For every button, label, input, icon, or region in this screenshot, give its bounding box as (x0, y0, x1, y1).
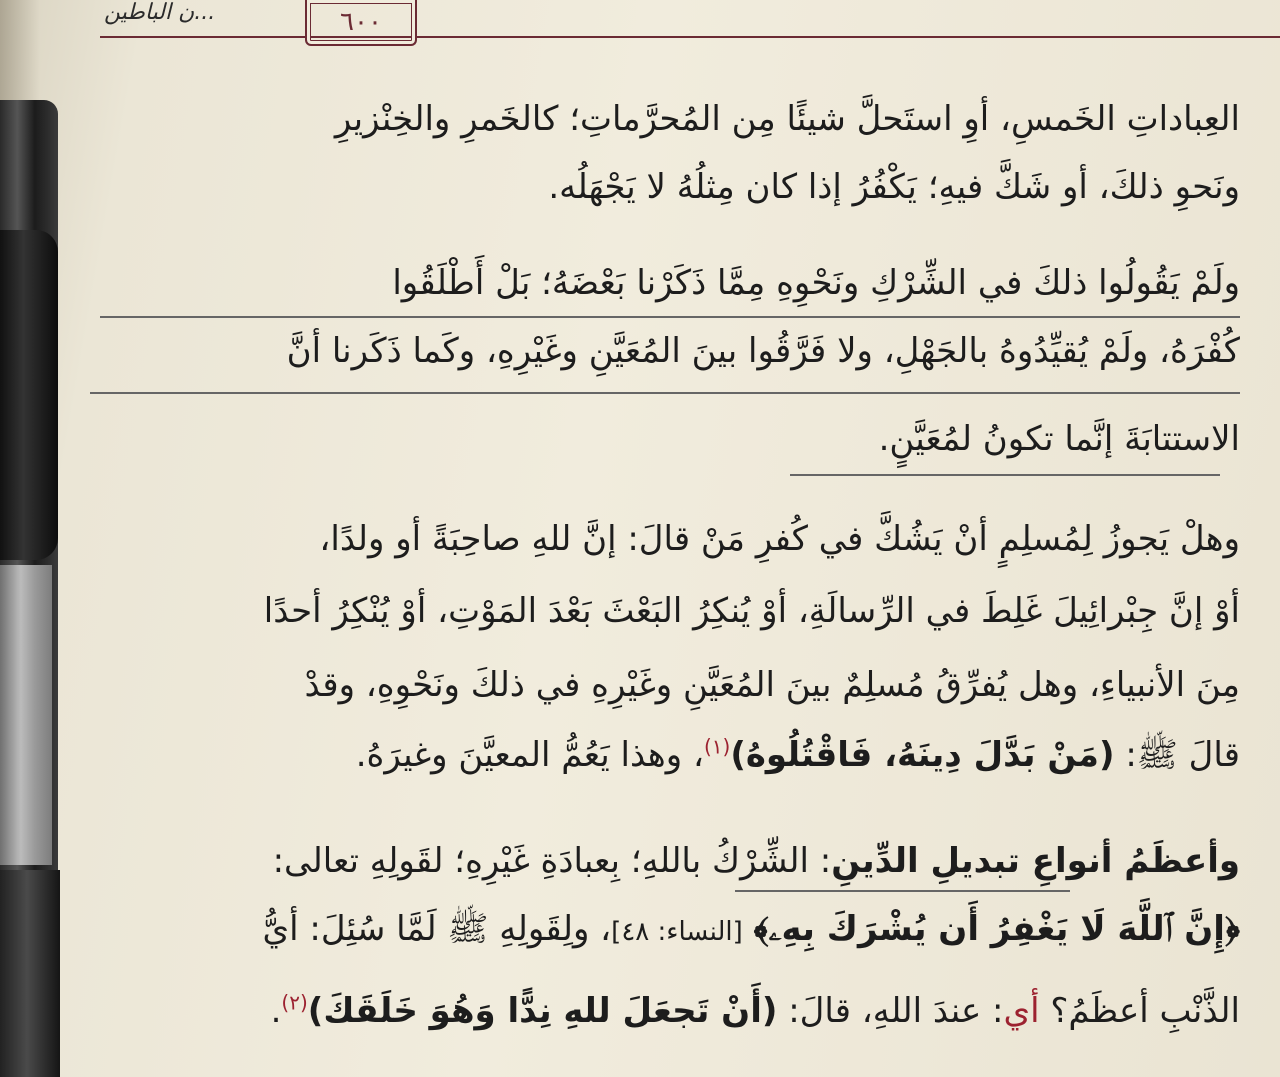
footnote-ref-1: (١) (703, 734, 731, 759)
verse-continuation: ، ولِقَولِهِ ﷺ لَمَّا سُئِلَ: أيُّ (262, 909, 612, 949)
paragraph-2-line-1: ولَمْ يَقُولُوا ذلكَ في الشِّرْكِ ونَحْوِهِ مِمَّا ذَكَرْنا بَعْضَهُ؛ بَلْ أَطْلَقُوا (392, 263, 1240, 303)
section-heading: وأعظَمُ أنواعِ تبديلِ الدِّينِ (831, 841, 1240, 881)
paragraph-2-line-2: كُفْرَهُ، ولَمْ يُقيِّدُوهُ بالجَهْلِ، ولا فَرَّقُوا بينَ المُعَيَّنِ وغَيْرِهِ، وكَما ذَكَرنا أنَّ (286, 331, 1240, 371)
paragraph-4-line-3 (271, 990, 1240, 1033)
pen-clear-section (0, 565, 52, 865)
paragraph-4-line-2 (263, 908, 1240, 951)
paragraph-3-line-4 (356, 734, 1240, 777)
quote-outro: ، وهذا يَعُمُّ المعيَّنَ وغيرَهُ. (355, 735, 704, 775)
paragraph-3-line-2: أوْ إنَّ جِبْرائِيلَ غَلِطَ في الرِّسالَةِ، أوْ يُنكِرُ البَعْثَ بَعْدَ المَوْتِ، أوْ يُنْكِرُ أحدًا (263, 591, 1240, 631)
pen-tip (0, 870, 60, 1077)
header-rule (100, 36, 1280, 38)
hadith-quote: (مَنْ بَدَّلَ دِينَهُ، فَاقْتُلُوهُ) (730, 735, 1115, 775)
footnote-ref-2: (٢) (281, 990, 308, 1015)
paragraph-4-line-1 (273, 840, 1240, 883)
final-period: . (270, 991, 282, 1031)
page-number: ٦٠٠ (340, 7, 382, 37)
pen-grip (0, 230, 58, 560)
quran-verse: ﴿إِنَّ ٱللَّهَ لَا يَغْفِرُ أَن يُشْرَكَ بِهِۦ﴾ (753, 909, 1240, 949)
paragraph-3-line-3: مِنَ الأنبياءِ، وهل يُفرِّقُ مُسلِمٌ بينَ المُعَيَّنِ وغَيْرِهِ في ذلكَ ونَحْوِهِ، وقدْ (304, 665, 1240, 705)
pencil-underline (790, 474, 1220, 476)
running-header: ...ن الباطين (104, 0, 216, 25)
hadith-quote: (أَنْ تَجعَلَ للهِ نِدًّا وَهُوَ خَلَقَكَ) (307, 991, 778, 1031)
pencil-underline (90, 392, 1240, 394)
paragraph-1-line-1: العِباداتِ الخَمسِ، أوِ استَحلَّ شيئًا مِن المُحرَّماتِ؛ كالخَمرِ والخِنْزيرِ (334, 99, 1240, 139)
paragraph-2-line-3: الاستتابَةَ إنَّما تكونُ لمُعَيَّنٍ. (878, 419, 1240, 459)
heading-continuation: : الشِّرْكُ باللهِ؛ بِعبادَةِ غَيْرِهِ؛ لقَولِهِ تعالى: (272, 841, 832, 881)
verse-reference: [النساء: ٤٨] (611, 917, 743, 947)
explanation-marker: أي (1003, 991, 1040, 1031)
quote-intro: قالَ ﷺ: (1114, 735, 1240, 775)
paragraph-1-line-2: ونَحوِ ذلكَ، أو شَكَّ فيهِ؛ يَكْفُرُ إذا كان مِثلُهُ لا يَجْهَلُه. (548, 167, 1240, 207)
pencil-underline (100, 316, 1240, 318)
question-text: الذَّنْبِ أعظَمُ؟ (1039, 991, 1240, 1031)
page-number-frame (305, 0, 417, 46)
pencil-underline (735, 890, 1070, 892)
answer-intro: : عندَ اللهِ، قالَ: (777, 991, 1004, 1031)
paragraph-3-line-1: وهلْ يَجوزُ لِمُسلِمٍ أنْ يَشُكَّ في كُفرِ مَنْ قالَ: إنَّ للهِ صاحِبَةً أو ولدًا، (319, 519, 1240, 559)
